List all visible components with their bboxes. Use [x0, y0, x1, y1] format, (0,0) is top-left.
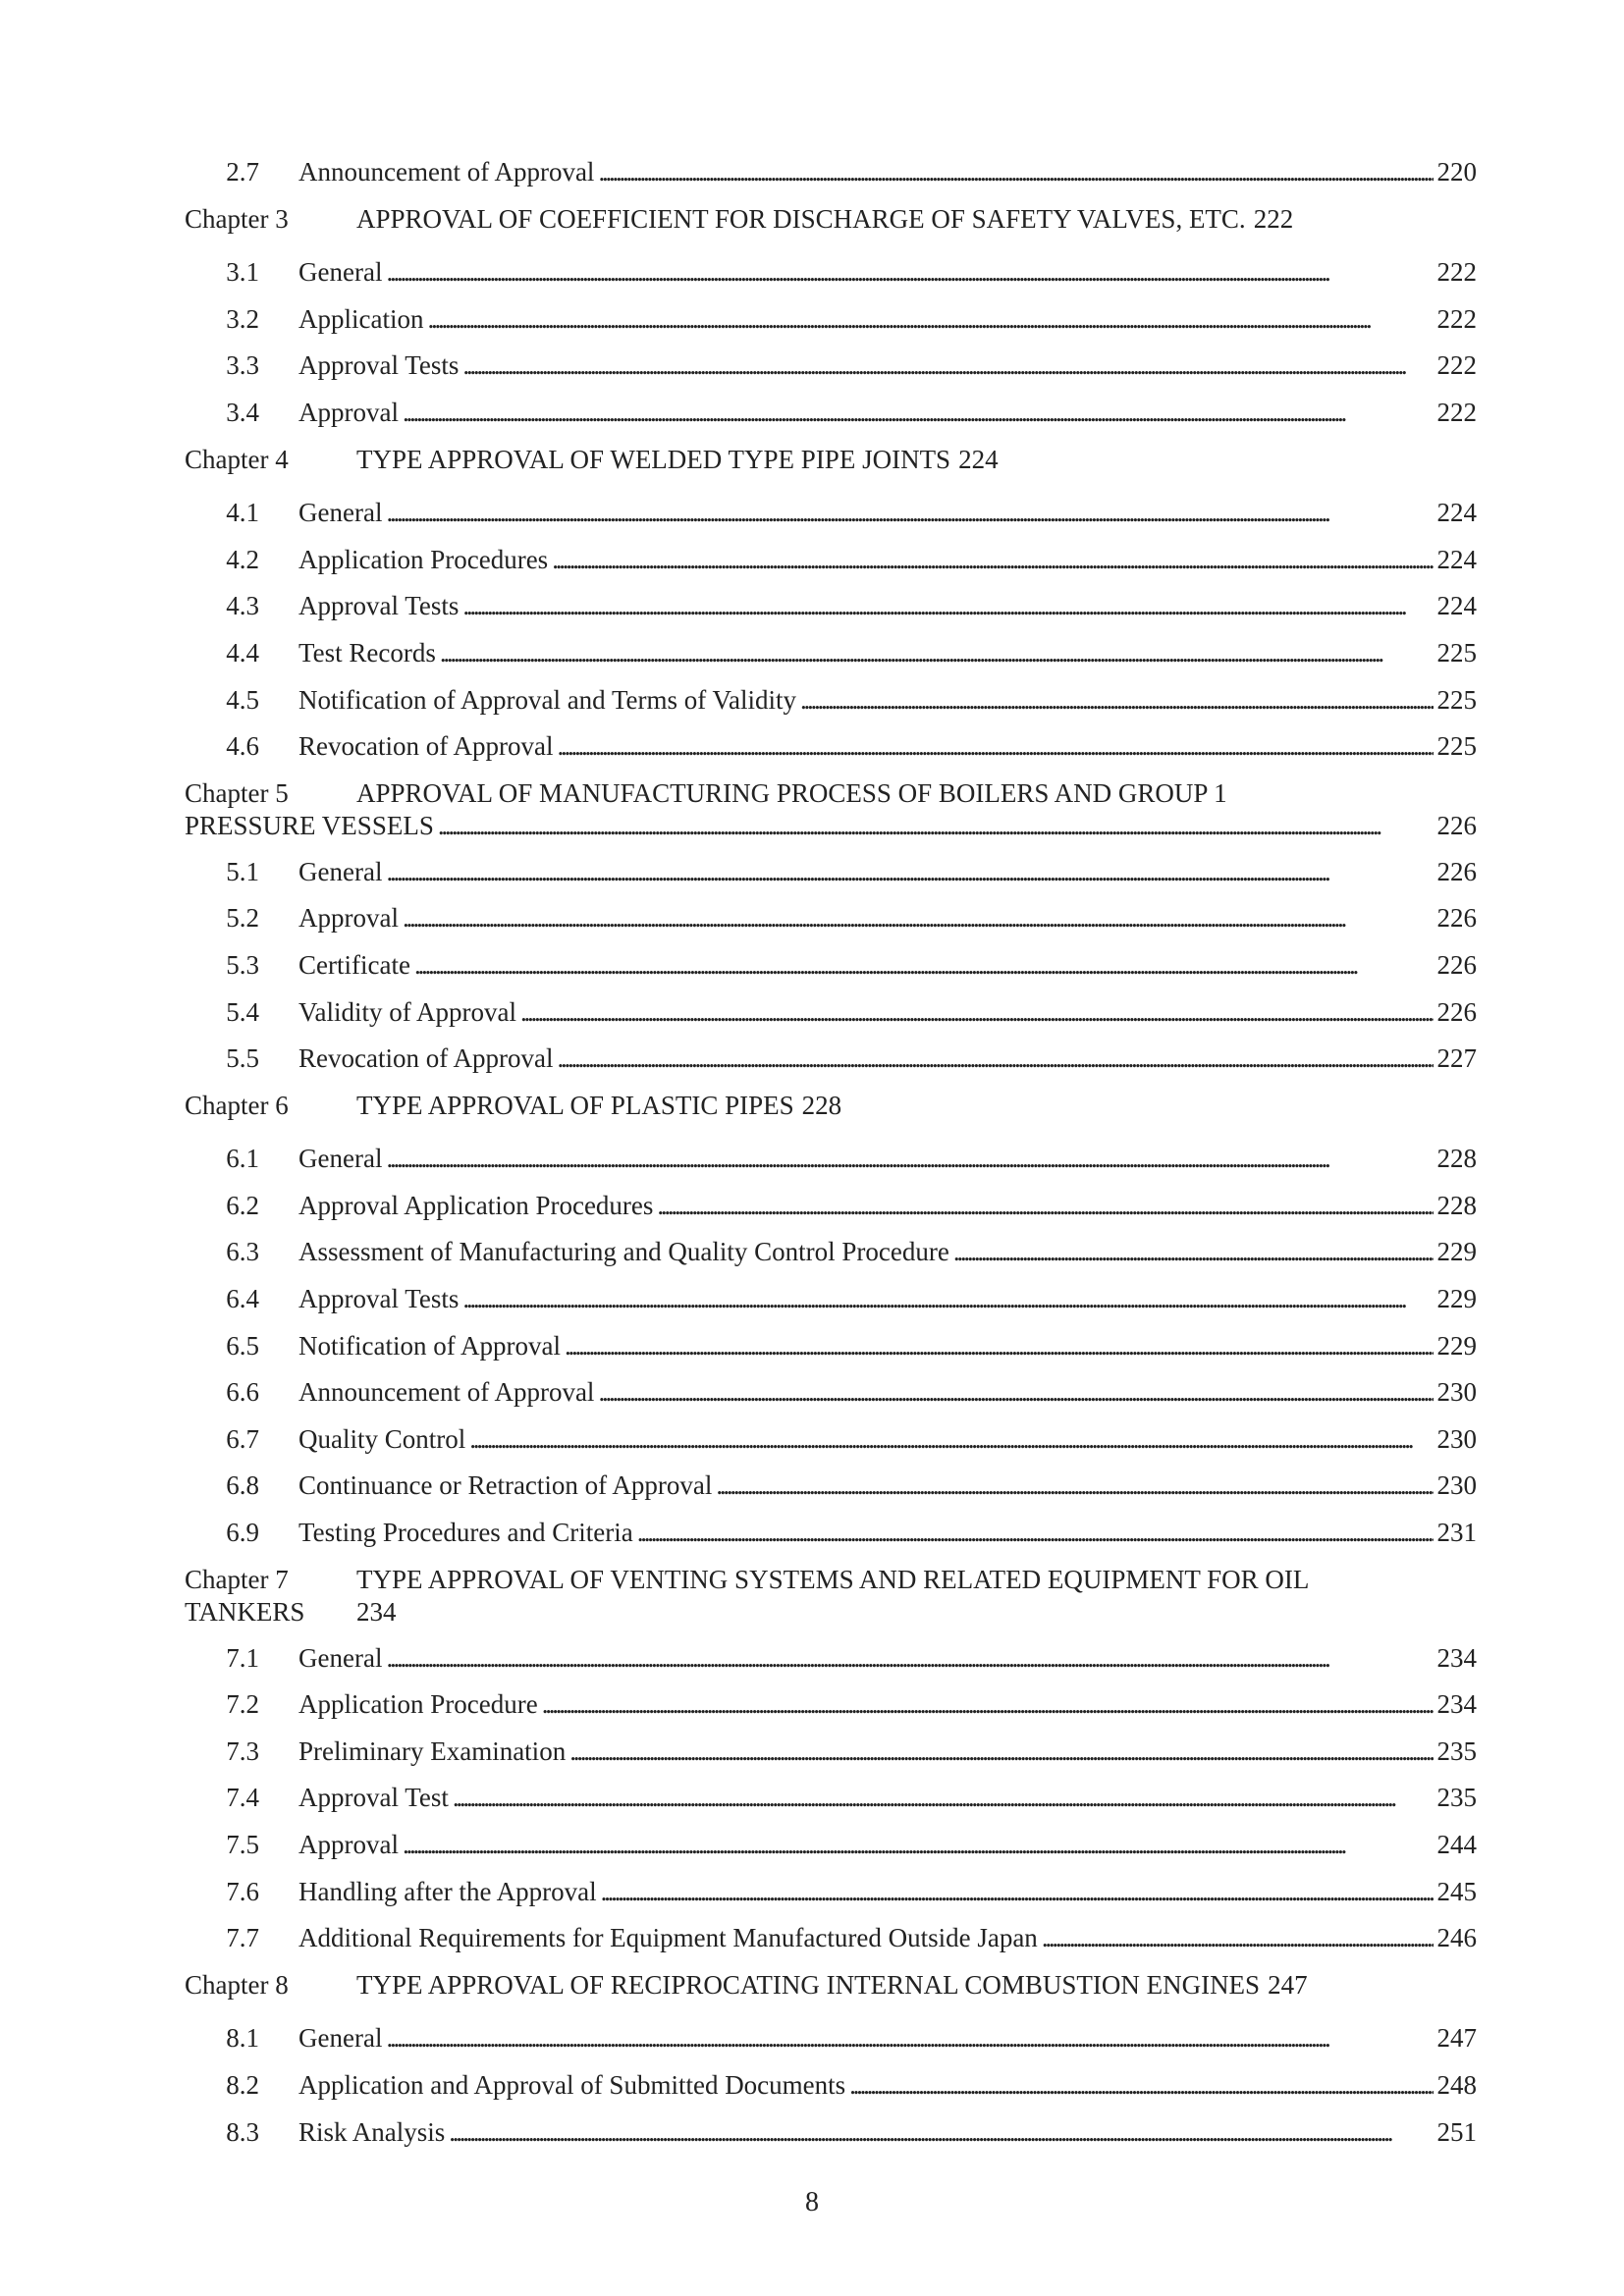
toc-section-entry[interactable] — [185, 1280, 1477, 1327]
entry-title: APPROVAL OF MANUFACTURING PROCESS OF BOILERS AND GROUP 1 — [356, 777, 1227, 808]
entry-title: Announcement of Approval — [298, 157, 595, 187]
toc-section-entry[interactable] — [185, 681, 1477, 728]
entry-title: Handling after the Approval — [298, 1876, 597, 1906]
section-number: 5.5 — [226, 1043, 259, 1074]
dot-leader — [520, 997, 1434, 1028]
entry-title: Approval Test — [298, 1783, 449, 1813]
section-number: 5.1 — [226, 856, 259, 886]
toc-section-entry[interactable] — [185, 993, 1477, 1041]
entry-page: 231 — [1436, 1518, 1477, 1548]
page-number: 8 — [805, 2187, 819, 2217]
section-number: 5.4 — [226, 996, 259, 1027]
section-number: 4.4 — [226, 637, 259, 667]
section-number: 8.2 — [226, 2069, 259, 2100]
entry-title-continued: PRESSURE VESSELS — [185, 810, 434, 840]
toc-section-entry[interactable] — [185, 1873, 1477, 1920]
dot-leader — [1042, 1923, 1434, 1953]
entry-page: 229 — [1436, 1284, 1477, 1314]
toc-section-entry[interactable] — [185, 1373, 1477, 1420]
toc-section-entry[interactable] — [185, 853, 1477, 900]
dot-leader — [598, 157, 1433, 187]
toc-section-entry[interactable] — [185, 1187, 1477, 1234]
dot-leader — [403, 903, 1434, 934]
dot-leader — [601, 1877, 1434, 1907]
dot-leader — [462, 350, 1433, 381]
section-number: 6.5 — [226, 1330, 259, 1361]
section-number: 5.3 — [226, 949, 259, 980]
section-number: 6.6 — [226, 1377, 259, 1408]
toc-section-entry[interactable] — [185, 1327, 1477, 1374]
entry-page: 226 — [1436, 810, 1477, 840]
dot-leader — [403, 1830, 1434, 1860]
dot-leader — [386, 498, 1433, 528]
dot-leader — [440, 638, 1434, 668]
dot-leader — [716, 1470, 1433, 1501]
section-number: 7.1 — [226, 1642, 259, 1673]
entry-page: 224 — [958, 444, 999, 474]
entry-title: TYPE APPROVAL OF WELDED TYPE PIPE JOINTS — [356, 444, 951, 474]
dot-leader — [565, 1331, 1434, 1362]
chapter-number: Chapter 7 — [185, 1564, 289, 1594]
entry-title: Approval Tests — [298, 350, 460, 381]
toc-section-entry[interactable] — [185, 587, 1477, 634]
dot-leader — [557, 731, 1433, 762]
toc-section-entry[interactable] — [185, 1420, 1477, 1468]
dot-leader — [637, 1518, 1434, 1548]
section-number: 5.2 — [226, 903, 259, 934]
entry-title: Approval — [298, 397, 399, 427]
entry-title: General — [298, 2023, 383, 2054]
toc-section-entry[interactable] — [185, 1826, 1477, 1873]
entry-page: 224 — [1436, 591, 1477, 621]
entry-page: 229 — [1436, 1330, 1477, 1361]
entry-title: Preliminary Examination — [298, 1735, 567, 1766]
entry-page: 222 — [1253, 203, 1294, 234]
entry-title: General — [298, 856, 383, 886]
entry-title: General — [298, 1144, 383, 1174]
section-number: 8.3 — [226, 2116, 259, 2147]
entry-page: 228 — [1436, 1144, 1477, 1174]
section-number: 7.7 — [226, 1923, 259, 1953]
chapter-number: Chapter 3 — [185, 203, 289, 234]
section-number: 4.1 — [226, 498, 259, 528]
entry-title: Assessment of Manufacturing and Quality Control Procedure — [298, 1237, 949, 1267]
entry-title: Continuance or Retraction of Approval — [298, 1470, 713, 1501]
entry-title: Quality Control — [298, 1423, 466, 1454]
toc-section-entry[interactable] — [185, 2113, 1477, 2161]
entry-title: Revocation of Approval — [298, 731, 554, 762]
entry-title: Approval Application Procedures — [298, 1190, 654, 1220]
entry-page: 234 — [1436, 1642, 1477, 1673]
entry-title: Approval — [298, 903, 399, 934]
dot-leader — [469, 1424, 1433, 1455]
section-number: 3.3 — [226, 350, 259, 381]
entry-title-continued: TANKERS — [185, 1596, 305, 1627]
section-number: 4.6 — [226, 731, 259, 762]
dot-leader — [386, 1643, 1433, 1674]
entry-title: Revocation of Approval — [298, 1043, 554, 1074]
section-number: 3.1 — [226, 257, 259, 288]
toc-chapter-entry[interactable] — [185, 1561, 1477, 1639]
dot-leader — [598, 1377, 1433, 1408]
toc-chapter-entry[interactable] — [185, 1087, 842, 1134]
section-number: 6.8 — [226, 1470, 259, 1501]
section-number: 3.4 — [226, 397, 259, 427]
toc-section-entry[interactable] — [185, 1233, 1477, 1280]
entry-page: 234 — [356, 1596, 397, 1627]
dot-leader — [657, 1191, 1433, 1221]
entry-page: 226 — [1436, 903, 1477, 934]
entry-page: 226 — [1436, 856, 1477, 886]
entry-title: APPROVAL OF COEFFICIENT FOR DISCHARGE OF SAFETY VALVES, ETC. — [356, 203, 1246, 234]
entry-page: 226 — [1436, 996, 1477, 1027]
chapter-number: Chapter 6 — [185, 1090, 289, 1120]
entry-title: Application — [298, 303, 424, 334]
dot-leader — [953, 1237, 1434, 1267]
dot-leader — [386, 857, 1433, 887]
entry-page: 235 — [1436, 1783, 1477, 1813]
entry-page: 222 — [1436, 303, 1477, 334]
entry-page: 224 — [1436, 544, 1477, 574]
dot-leader — [414, 950, 1434, 981]
toc-section-entry[interactable] — [185, 394, 1477, 441]
dot-leader — [552, 545, 1433, 575]
dot-leader — [800, 685, 1433, 716]
toc-section-entry[interactable] — [185, 946, 1477, 993]
section-number: 6.2 — [226, 1190, 259, 1220]
toc-section-entry[interactable] — [185, 1467, 1477, 1514]
entry-page: 228 — [1436, 1190, 1477, 1220]
toc-section-entry[interactable] — [185, 1040, 1477, 1087]
entry-title: Notification of Approval and Terms of Validity — [298, 684, 797, 715]
entry-title: Additional Requirements for Equipment Manufactured Outside Japan — [298, 1923, 1038, 1953]
toc-section-entry[interactable] — [185, 1779, 1477, 1826]
entry-title: Application and Approval of Submitted Documents — [298, 2069, 846, 2100]
toc-section-entry[interactable] — [185, 153, 1477, 200]
entry-page: 248 — [1436, 2069, 1477, 2100]
entry-title: TYPE APPROVAL OF VENTING SYSTEMS AND RELATED EQUIPMENT FOR OIL — [356, 1564, 1310, 1594]
section-number: 6.3 — [226, 1237, 259, 1267]
entry-title: Announcement of Approval — [298, 1377, 595, 1408]
toc-chapter-entry[interactable] — [185, 1966, 1308, 2013]
toc-chapter-entry[interactable] — [185, 774, 1477, 853]
dot-leader — [557, 1043, 1433, 1074]
toc-section-entry[interactable] — [185, 300, 1477, 347]
dot-leader — [427, 304, 1433, 335]
dot-leader — [462, 1284, 1433, 1314]
entry-page: 229 — [1436, 1237, 1477, 1267]
toc-section-entry[interactable] — [185, 1919, 1477, 1966]
section-number: 7.2 — [226, 1689, 259, 1720]
toc-section-entry[interactable] — [185, 347, 1477, 394]
entry-page: 228 — [801, 1090, 842, 1120]
entry-page: 230 — [1436, 1377, 1477, 1408]
section-number: 6.9 — [226, 1518, 259, 1548]
toc-section-entry[interactable] — [185, 1685, 1477, 1733]
dot-leader — [462, 591, 1433, 621]
section-number: 7.5 — [226, 1830, 259, 1859]
toc-section-entry[interactable] — [185, 899, 1477, 946]
entry-page: 235 — [1436, 1735, 1477, 1766]
entry-title: TYPE APPROVAL OF RECIPROCATING INTERNAL COMBUSTION ENGINES — [356, 1969, 1261, 2000]
entry-page: 247 — [1436, 2023, 1477, 2054]
dot-leader — [849, 2070, 1433, 2101]
entry-title: Risk Analysis — [298, 2116, 446, 2147]
section-number: 3.2 — [226, 303, 259, 334]
toc-chapter-entry[interactable] — [185, 200, 1294, 247]
section-number: 4.5 — [226, 684, 259, 715]
entry-page: 244 — [1436, 1830, 1477, 1859]
toc-section-entry[interactable] — [185, 1639, 1477, 1686]
toc-section-entry[interactable] — [185, 2019, 1477, 2066]
entry-title: Testing Procedures and Criteria — [298, 1518, 633, 1548]
entry-title: Approval — [298, 1830, 399, 1859]
entry-title: TYPE APPROVAL OF PLASTIC PIPES — [356, 1090, 794, 1120]
entry-title: General — [298, 1642, 383, 1673]
dot-leader — [569, 1736, 1433, 1767]
section-number: 2.7 — [226, 157, 259, 187]
dot-leader — [438, 811, 1434, 841]
entry-title: Validity of Approval — [298, 996, 516, 1027]
entry-page: 234 — [1436, 1689, 1477, 1720]
section-number: 7.3 — [226, 1735, 259, 1766]
entry-page: 227 — [1436, 1043, 1477, 1074]
table-of-contents — [185, 153, 1477, 2160]
entry-page: 245 — [1436, 1876, 1477, 1906]
toc-section-entry[interactable] — [185, 1140, 1477, 1187]
chapter-number: Chapter 4 — [185, 444, 289, 474]
section-number: 8.1 — [226, 2023, 259, 2054]
section-number: 6.7 — [226, 1423, 259, 1454]
entry-page: 251 — [1436, 2116, 1477, 2147]
section-number: 6.1 — [226, 1144, 259, 1174]
section-number: 4.3 — [226, 591, 259, 621]
entry-page: 224 — [1436, 498, 1477, 528]
section-number: 6.4 — [226, 1284, 259, 1314]
entry-page: 222 — [1436, 350, 1477, 381]
entry-title: Approval Tests — [298, 1284, 460, 1314]
dot-leader — [449, 2117, 1433, 2148]
dot-leader — [386, 2023, 1433, 2054]
dot-leader — [386, 257, 1433, 288]
entry-title: Notification of Approval — [298, 1330, 561, 1361]
dot-leader — [542, 1689, 1434, 1720]
dot-leader — [386, 1144, 1433, 1174]
entry-page: 220 — [1436, 157, 1477, 187]
toc-section-entry[interactable] — [185, 1514, 1477, 1561]
entry-page: 226 — [1436, 949, 1477, 980]
section-number: 4.2 — [226, 544, 259, 574]
entry-page: 225 — [1436, 731, 1477, 762]
entry-title: General — [298, 498, 383, 528]
entry-page: 222 — [1436, 397, 1477, 427]
entry-page: 222 — [1436, 257, 1477, 288]
chapter-number: Chapter 5 — [185, 777, 289, 808]
entry-page: 225 — [1436, 637, 1477, 667]
toc-section-entry[interactable] — [185, 494, 1477, 541]
entry-title: Approval Tests — [298, 591, 460, 621]
entry-title: Application Procedures — [298, 544, 549, 574]
toc-section-entry[interactable] — [185, 727, 1477, 774]
toc-section-entry[interactable] — [185, 253, 1477, 300]
entry-title: General — [298, 257, 383, 288]
entry-page: 246 — [1436, 1923, 1477, 1953]
entry-title: Test Records — [298, 637, 436, 667]
entry-page: 230 — [1436, 1423, 1477, 1454]
entry-page: 225 — [1436, 684, 1477, 715]
entry-page: 247 — [1268, 1969, 1308, 2000]
dot-leader — [453, 1783, 1434, 1813]
chapter-number: Chapter 8 — [185, 1969, 289, 2000]
toc-section-entry[interactable] — [185, 2066, 1477, 2113]
toc-chapter-entry[interactable] — [185, 441, 999, 488]
toc-section-entry[interactable] — [185, 541, 1477, 588]
toc-section-entry[interactable] — [185, 1733, 1477, 1780]
entry-title: Certificate — [298, 949, 410, 980]
section-number: 7.4 — [226, 1783, 259, 1813]
entry-page: 230 — [1436, 1470, 1477, 1501]
dot-leader — [403, 398, 1434, 428]
section-number: 7.6 — [226, 1876, 259, 1906]
toc-section-entry[interactable] — [185, 634, 1477, 681]
entry-title: Application Procedure — [298, 1689, 538, 1720]
